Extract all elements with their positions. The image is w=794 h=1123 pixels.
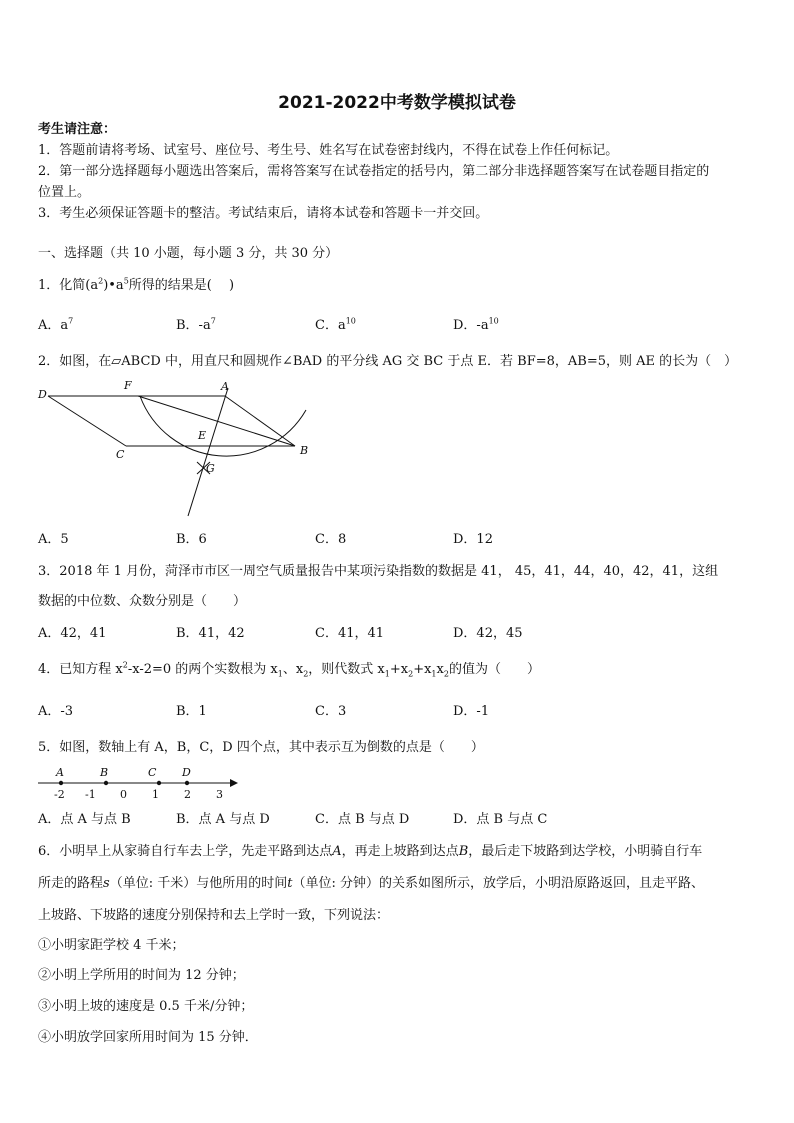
label-c: C [148,766,157,779]
statement-item: ③小明上坡的速度是 0.5 千米/分钟； [38,999,254,1014]
tick-label: 0 [120,788,127,801]
point-b [104,781,108,785]
tick-label: 1 [152,788,159,801]
option-d: D．$-a^{10}$ [453,316,499,333]
label-f: F [124,379,132,392]
option-c: C．41，41 [315,626,385,641]
tick-label: 2 [184,788,191,801]
option-d: D．点 B 与点 C [453,812,548,827]
notice-item: 2．第一部分选择题每小题选出答案后，需将答案写在试卷指定的括号内，第二部分非选择题答案写在试卷题目指定的 [38,164,710,179]
option-a: A．42，41 [38,626,107,641]
option-b: B．1 [176,704,207,719]
number-line-figure [34,762,244,804]
option-c: C．点 B 与点 D [315,812,410,827]
option-c: C．8 [315,532,347,547]
option-a: A．-3 [38,704,74,719]
question-6-cont: 所走的路程s（单位: 千米）与他所用的时间t（单位: 分钟）的关系如图所示，放学后，小明沿原路返回，且走平路、 [38,876,704,891]
label-d: D [182,766,191,779]
statement-item: ②小明上学所用的时间为 12 分钟； [38,968,245,983]
label-b: B [100,766,109,779]
tick-label: 3 [216,788,223,801]
point-c [157,781,161,785]
point-a [59,781,63,785]
option-a: A．$a^7$ [38,316,74,333]
notice-item: 3．考生必须保证答题卡的整洁。考试结束后，请将本试卷和答题卡一并交回。 [38,206,489,221]
label-c: C [116,448,125,461]
option-c: C．3 [315,704,347,719]
option-b: B．41，42 [176,626,245,641]
label-b: B [300,444,309,457]
point-d [185,781,189,785]
notice-heading: 考生请注意： [38,122,117,137]
question-6-cont: 上坡路、下坡路的速度分别保持和去上学时一致，下列说法： [38,908,390,923]
label-e: E [198,429,207,442]
question-5: 5．如图，数轴上有 A，B，C，D 四个点，其中表示互为倒数的点是（ ） [38,740,484,755]
question-2: 2．如图，在▱ABCD 中，用直尺和圆规作∠BAD 的平分线 AG 交 BC 于点 E．若 BF=8，AB=5，则 AE 的长为（ ） [38,354,738,369]
option-d: D．12 [453,532,493,547]
tick-label: -1 [85,788,96,801]
option-d: D．-1 [453,704,490,719]
notice-item: 位置上。 [38,185,91,200]
notice-item: 1．答题前请将考场、试室号、座位号、考生号、姓名写在试卷密封线内，不得在试卷上作任何标记。 [38,143,619,158]
option-b: B．$-a^7$ [176,316,216,333]
option-b: B．点 A 与点 D [176,812,270,827]
label-d: D [38,388,47,401]
option-b: B．6 [176,532,207,547]
segment-fb [138,396,295,446]
question-3: 3．2018 年 1 月份，菏泽市市区一周空气质量报告中某项污染指数的数据是 41， 45，41，44，40，42，41，这组 [38,564,719,579]
label-g: G [206,462,215,475]
page-title: 2021-2022中考数学模拟试卷 [278,93,516,113]
option-d: D．42，45 [453,626,523,641]
statement-item: ④小明放学回家所用时间为 15 分钟． [38,1030,258,1045]
section-heading: 一、选择题（共 10 小题，每小题 3 分，共 30 分） [38,246,339,261]
side-ab [225,396,295,446]
parallelogram-figure [30,376,330,521]
option-a: A．5 [38,532,69,547]
option-a: A．点 A 与点 B [38,812,131,827]
question-6: 6．小明早上从家骑自行车去上学，先走平路到达点A，再走上坡路到达点B，最后走下坡路到达学校，小明骑自行车 [38,844,703,859]
side-dc [48,396,126,446]
tick-label: -2 [54,788,65,801]
question-1: 1．化简$(a^2)•a^5$所得的结果是( ) [38,276,235,293]
question-4: 4．已知方程 $x^2-x-2=0$ 的两个实数根为 $x_1$、$x_2$，则代数式 $x_1+x_2+x_1x_2$的值为（ ） [38,660,540,679]
bisector-ag [188,388,228,516]
label-a: A [56,766,64,779]
label-a: A [221,380,229,393]
question-3-cont: 数据的中位数、众数分别是（ ） [38,594,247,609]
option-c: C．$a^{10}$ [315,316,356,333]
number-line-arrow [230,779,238,787]
statement-item: ①小明家距学校 4 千米； [38,938,185,953]
